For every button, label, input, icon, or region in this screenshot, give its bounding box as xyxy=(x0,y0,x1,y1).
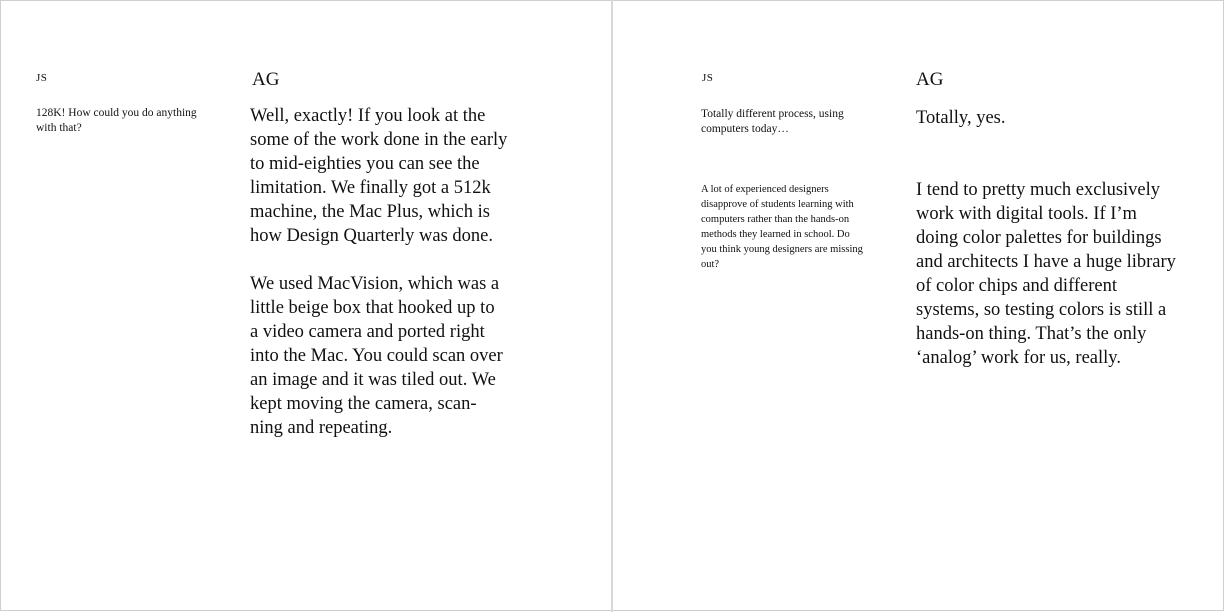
interview-question: 128K! How could you do anything with that? xyxy=(36,107,197,134)
interview-answer: I tend to pretty much exclusively work with digital tools. If I’m doing color palettes for buildings and architects I have a huge library of color chips and different systems, so testing colors is still a hands-on thing. That’s the only ‘analog’ work for us, really. xyxy=(916,180,1176,368)
right-page xyxy=(612,0,1224,611)
speaker-label-js: JS xyxy=(36,72,48,84)
interview-answer: Well, exactly! If you look at the some of the work done in the early to mid-eighties you can see the limitation. We finally got a 512k machine, the Mac Plus, which is how Design Quarterly was done. xyxy=(250,106,508,246)
interview-answer: Totally, yes. xyxy=(916,108,1006,128)
interview-question: Totally different process, using computers today… xyxy=(701,108,844,135)
speaker-label-js: JS xyxy=(702,72,714,84)
interview-answer: We used MacVision, which was a little beige box that hooked up to a video camera and ported right into the Mac. You could scan over an image and it was tiled out. We kept moving the camera, scan- ning and repeating. xyxy=(250,274,503,438)
page-gutter xyxy=(611,0,613,612)
speaker-label-ag: AG xyxy=(916,69,944,90)
left-page xyxy=(0,0,613,611)
interview-question: A lot of experienced designers disapprove of students learning with computers rather than the hands-on methods they learned in school. Do you think young designers are missing out? xyxy=(701,184,863,270)
speaker-label-ag: AG xyxy=(252,69,280,90)
